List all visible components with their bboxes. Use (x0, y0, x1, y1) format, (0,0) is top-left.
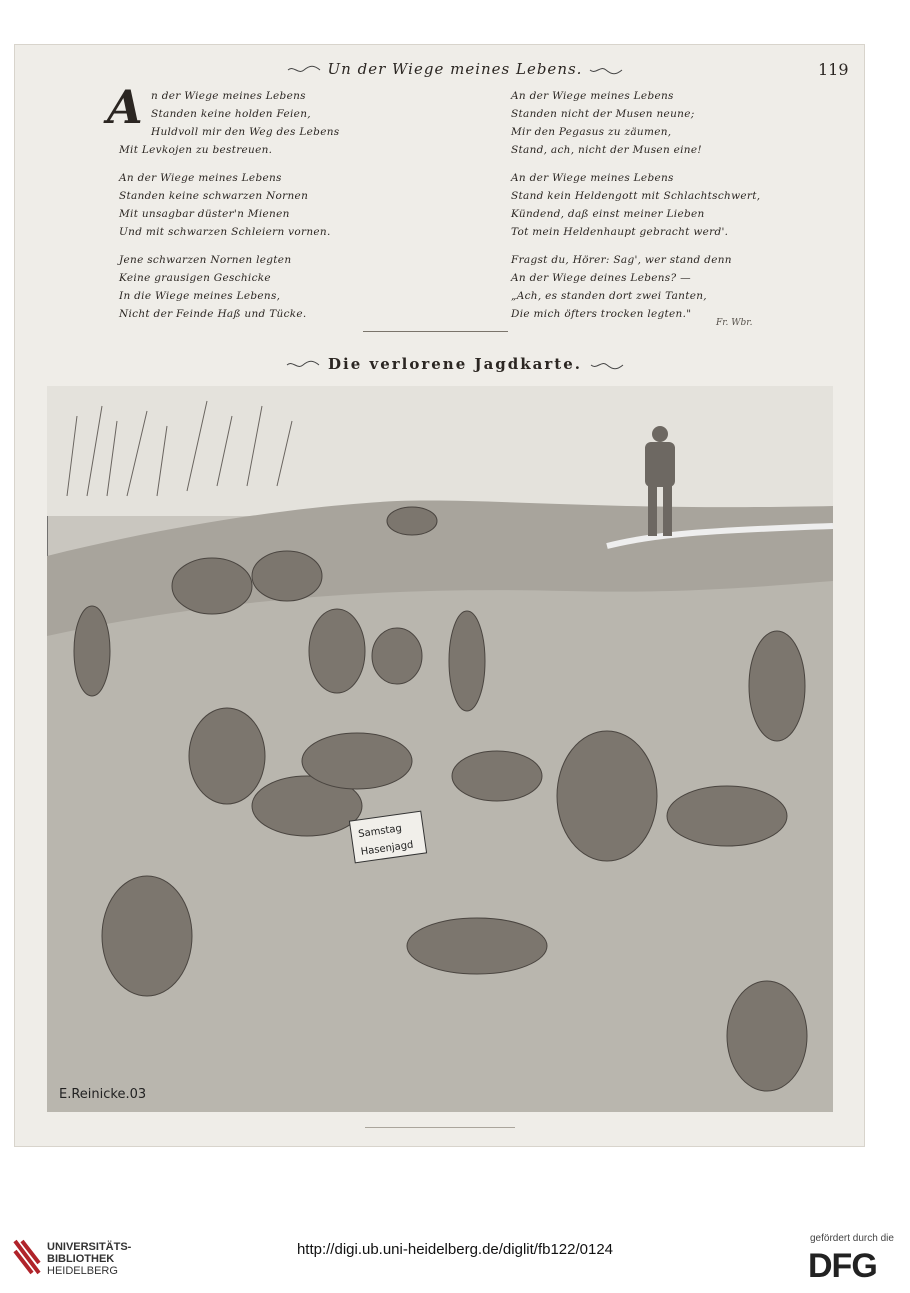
artist-signature: E.Reinicke.03 (59, 1087, 147, 1102)
verse-line: Stand kein Heldengott mit Schlachtschwert, (511, 190, 761, 202)
card-line-2: Hasenjagd (360, 839, 415, 858)
verse-line: Jene schwarzen Nornen legten (119, 254, 292, 266)
illustration-title (0, 355, 910, 373)
bottom-rule (365, 1127, 515, 1128)
right-ornament-icon (588, 65, 624, 75)
viewer-footer (0, 1229, 910, 1293)
running-header (0, 60, 910, 78)
verse-line: Mit Levkojen zu bestreuen. (119, 144, 273, 156)
verse-line: An der Wiege meines Lebens (511, 90, 674, 102)
verse-line: n der Wiege meines Lebens (151, 90, 306, 102)
verse-line: Tot mein Heldenhaupt gebracht werd'. (511, 226, 729, 238)
right-ornament-icon (589, 360, 625, 370)
stanza (119, 87, 439, 159)
left-ornament-icon (285, 360, 321, 370)
stanza (511, 87, 831, 159)
library-name-line-1: UNIVERSITÄTS- (47, 1241, 132, 1253)
verse-line: Und mit schwarzen Schleiern vornen. (119, 226, 331, 238)
verse-line: Standen keine schwarzen Nornen (119, 190, 309, 202)
verse-line: Standen keine holden Feien, (151, 108, 311, 120)
verse-line: In die Wiege meines Lebens, (119, 290, 281, 302)
verse-line: Nicht der Feinde Haß und Tücke. (119, 308, 307, 320)
left-ornament-icon (286, 65, 322, 75)
hare-illustration (47, 386, 833, 1112)
verse-line: An der Wiege meines Lebens (119, 172, 282, 184)
verse-line: An der Wiege deines Lebens? — (511, 272, 691, 284)
stanza (511, 251, 831, 323)
library-name-line-2: BIBLIOTHEK (47, 1253, 115, 1265)
verse-line: Keine grausigen Geschicke (119, 272, 271, 284)
verse-line: Mit unsagbar düster'n Mienen (119, 208, 290, 220)
poem-right-column (511, 87, 831, 333)
verse-line: Stand, ach, nicht der Musen eine! (511, 144, 702, 156)
stanza (119, 169, 439, 241)
funded-by-label: gefördert durch die (810, 1233, 894, 1244)
stanza (511, 169, 831, 241)
verse-line: Kündend, daß einst meiner Lieben (511, 208, 705, 220)
permalink-url[interactable]: http://digi.ub.uni-heidelberg.de/diglit/fb122/0124 (296, 1241, 614, 1258)
drop-capital: A (107, 80, 143, 134)
page-number: 119 (818, 60, 849, 79)
dfg-logo[interactable]: DFG (808, 1247, 877, 1285)
illustration-title-text: Die verlorene Jagdkarte. (328, 355, 582, 373)
running-header-text: Un der Wiege meines Lebens. (327, 60, 583, 78)
verse-line: An der Wiege meines Lebens (511, 172, 674, 184)
stanza (119, 251, 439, 323)
verse-line: Huldvoll mir den Weg des Lebens (151, 126, 340, 138)
library-name-line-3: HEIDELBERG (47, 1265, 118, 1277)
verse-line: Fragst du, Hörer: Sag', wer stand denn (511, 254, 732, 266)
poem-left-column (119, 87, 439, 333)
poem-signature: Fr. Wbr. (716, 318, 753, 328)
verse-line: Die mich öfters trocken legten." (511, 308, 692, 320)
card-line-1: Samstag (357, 823, 403, 841)
verse-line: „Ach, es standen dort zwei Tanten, (511, 290, 707, 302)
verse-line: Standen nicht der Musen neune; (511, 108, 695, 120)
section-divider (363, 331, 508, 332)
verse-line: Mir den Pegasus zu zäumen, (511, 126, 672, 138)
